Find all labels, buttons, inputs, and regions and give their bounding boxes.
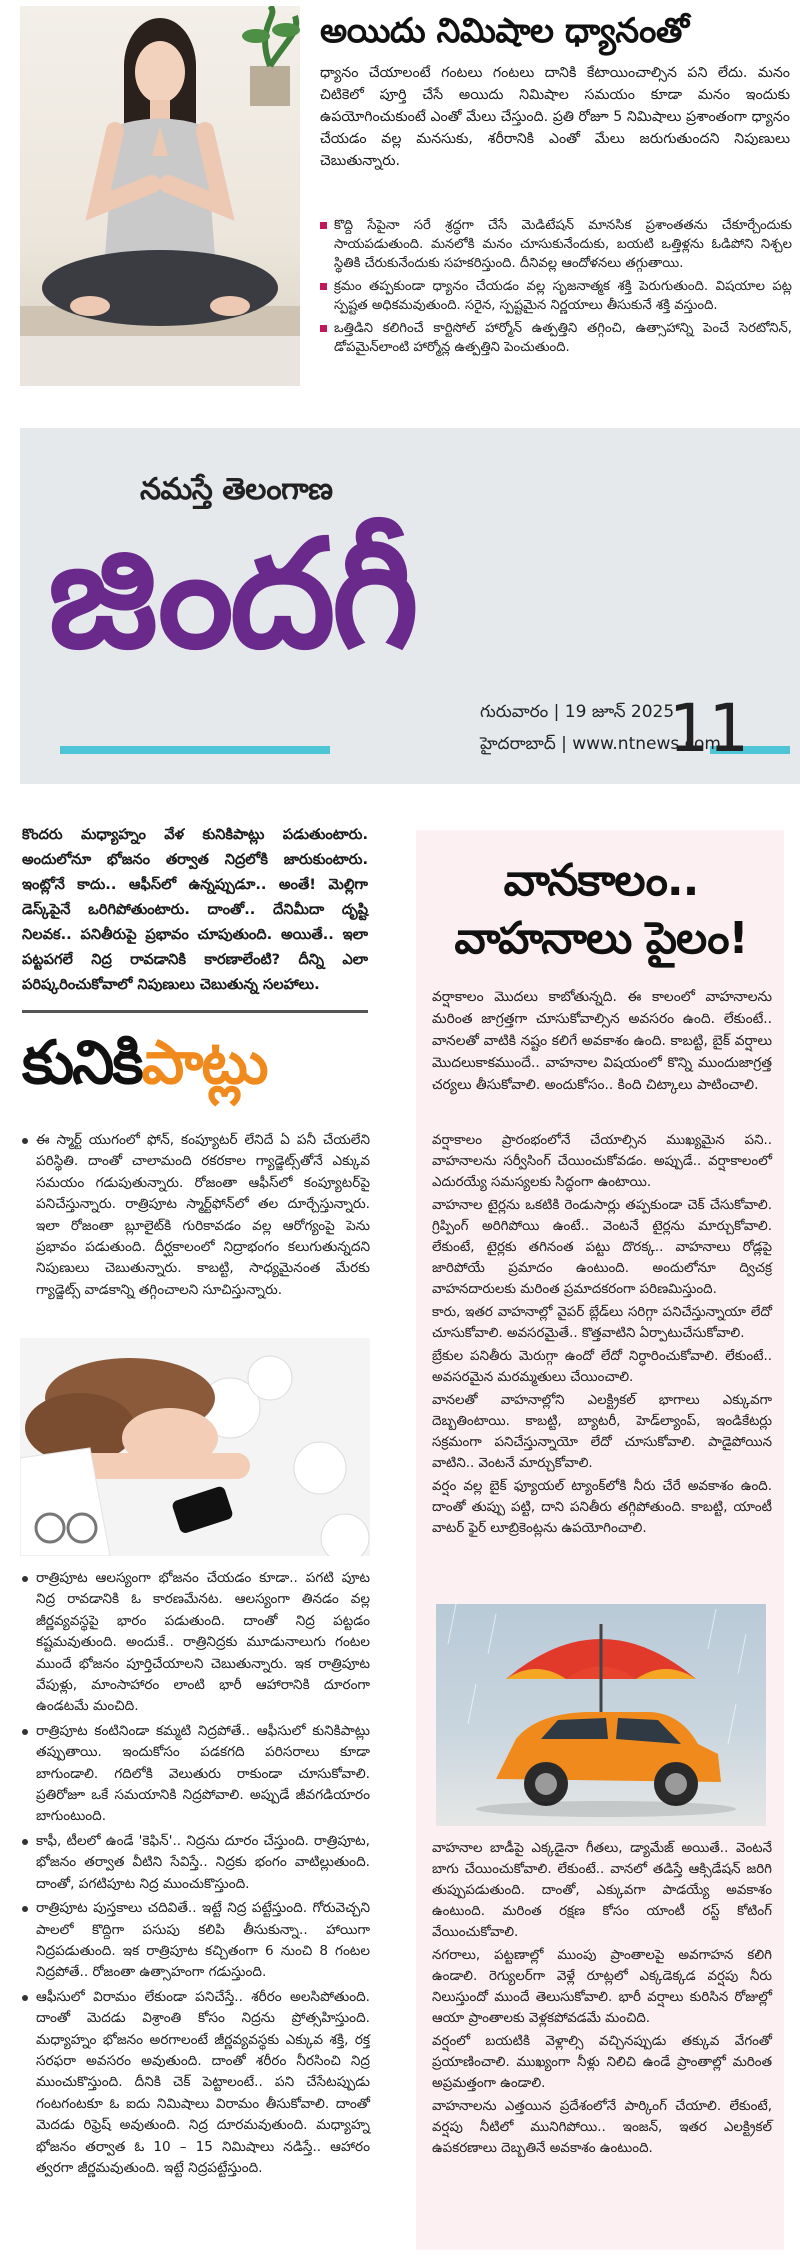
bullet-square-icon [320, 325, 327, 332]
bullet-dot-icon [22, 1138, 28, 1144]
sleep-bullet: ఈ స్మార్ట్ యుగంలో ఫోన్, కంప్యూటర్ లేనిదే ఏ పనీ చేయలేని పరిస్థితి. దాంతో చాలామంది రకరకాల గ్యాడ్జెట్స్‌తోనే ఎక్కువ సమయం గడుపుతున్నారు. రోజంతా ఆఫీస్‌లో కంప్యూటర్‌పై పనిచేస్తున్నారు. రాత్రిపూట స్మార్ట్‌ఫోన్‌లో తల దూర్చేస్తున్నారు. ఇలా రోజంతా బ్లూలైట్‌కి గురికావడం వల్ల ఆరోగ్యంపై పెను ప్రభావం పడుతుంది. దీర్ఘకాలంలో నిద్రాభంగం కలుగుతున్నదని నిపుణులు చెబుతున్నారు. కాబట్టి, సాధ్యమైనంత మేరకు గ్యాడ్జెట్స్ వాడకాన్ని తగ్గించాలని సూచిస్తున్నారు. [22, 1130, 370, 1301]
rain-headline: వానకాలం.. వాహనాలు పైలం! [454, 855, 748, 964]
car-under-umbrella-illustration [436, 1604, 766, 1826]
section-masthead [20, 428, 800, 784]
section-title: జిందగీ [48, 508, 416, 682]
rain-tip: వర్షంలో బయటికి వెళ్లాల్సి వచ్చినప్పుడు తక్కువ వేగంతో ప్రయాణించాలి. ముఖ్యంగా నీళ్లు నిలిచి ఉండే ప్రాంతాల్లో మరింత అప్రమత్తంగా ఉండాలి. [432, 2034, 772, 2091]
sleep-intro: కొందరు మధ్యాహ్నం వేళ కునికిపాట్లు పడుతుంటారు. అందులోనూ భోజనం తర్వాత నిద్రలోకి జారుకుంటారు. ఇంట్లోనే కాదు.. ఆఫీస్‌లో ఉన్నప్పుడూ.. అంతే! మెల్లిగా డెస్క్‌పైనే ఒరిగిపోతుంటారు. దాంతో.. దేనిమీదా దృష్టి నిలవక.. పనితీరుపై ప్రభావం చూపుతుంది. అయితే.. ఇలా పట్టపగలే నిద్ర రావడానికి కారణాలేంటి? దీన్ని ఎలా పరిష్కరించుకోవాలో నిపుణులు చెబుతున్న సలహాలు. [22, 826, 368, 993]
rain-intro: వర్షాకాలం మొదలు కాబోతున్నది. ఈ కాలంలో వాహనాలను మరింత జాగ్రత్తగా చూసుకోవాల్సిన అవసరం ఉంది. లేకుంటే.. వానలతో వాటికి నష్టం కలిగే అవకాశం ఉంది. కాబట్టి, బైక్ వర్షాలు మొదలుకాకముందే.. వాహనాల విషయంలో కొన్ని ముందుజాగ్రత్త చర్యలు తీసుకోవాలి. అందుకోసం.. కింది చిట్కాలు పాటించాలి. [432, 989, 772, 1093]
masthead-divider-left [60, 746, 330, 754]
sleep-bullet: కాఫీ, టీలలో ఉండే 'కెఫిన్'.. నిద్రను దూరం చేస్తుంది. రాత్రిపూట, భోజనం తర్వాత వీటిని సేవిస్తే.. నిద్రకు భంగం వాటిల్లుతుంది. దాంతో, పగటిపూట నిద్ర ముంచుకొస్తుంది. [22, 1831, 370, 1895]
rain-tip: బ్రేకుల పనితీరు మెరుగ్గా ఉందో లేదో నిర్ధారించుకోవాలి. లేకుంటే.. అవసరమైన మరమ్మతులు చేయించాలి. [432, 1349, 772, 1385]
sleeping-at-desk-photo [20, 1338, 370, 1556]
rain-tip: వానలతో వాహనాల్లోని ఎలక్ట్రికల్ భాగాలు ఎక్కువగా దెబ్బతింటాయి. కాబట్టి, బ్యాటరీ, హెడ్‌ల్యాంప్, ఇండికేటర్లు సక్రమంగా పనిచేస్తున్నాయో లేదో చూసుకోవాలి. పాడైపోయిన వాటిని.. వెంటనే మార్చుకోవాలి. [432, 1393, 772, 1471]
bullet-square-icon [320, 283, 327, 290]
car-umbrella-photo [436, 1604, 766, 1826]
rain-tip: వాహనాల బాడీపై ఎక్కడైనా గీతలు, డ్యామేజ్ అయితే.. వెంటనే బాగు చేయించుకోవాలి. లేకుంటే.. వానలో తడిస్తే ఆక్సిడేషన్ జరిగి తుప్పుపడుతుంది. దాంతో, ఎక్కువగా పాడయ్యే అవకాశం ఉంటుంది. మరింత రక్షణ కోసం యాంటీ రస్ట్ కోటింగ్ వేయించుకోవాలి. [432, 1841, 772, 1940]
meditation-bullet-list [320, 216, 792, 361]
meditating-woman-illustration [20, 6, 300, 386]
sleeping-woman-illustration [20, 1338, 370, 1556]
meditation-bullet: కొద్ది సేపైనా సరే శ్రద్ధగా చేసే మెడిటేషన్ మానసిక ప్రశాంతతను చేకూర్చేందుకు సాయపడుతుంది. మనలోకి మనం చూసుకునేందుకు, బయటి ఒత్తిళ్లను ఓడిపోని నిశ్చల స్థితికి చేరుకునేందుకు సహకరిస్తుంది. దీనివల్ల ఆందోళనలు తగ్గుతాయి. [320, 216, 792, 273]
bullet-dot-icon [22, 1729, 28, 1735]
bullet-dot-icon [22, 1576, 28, 1582]
meditation-bullet: ఒత్తిడిని కలిగించే కార్టిసోల్ హార్మోన్ ఉత్పత్తిని తగ్గించి, ఉత్సాహాన్ని పెంచే సెరటోనిన్, డోపమైన్‌లాంటి హార్మోన్ల ఉత్పత్తిని పెంచుతుంది. [320, 319, 792, 357]
edition-city-website: హైదరాబాద్ | www.ntnews.com [480, 734, 721, 754]
rain-tips-2 [432, 1838, 772, 2161]
rain-tip: నగరాలు, పట్టణాల్లో ముంపు ప్రాంతాలపై అవగాహన కలిగి ఉండాలి. రెగ్యులర్‌గా వెళ్లే రూట్లలో ఎక్కడెక్కడ వర్షపు నీరు నిలుస్తుందో ముందే తెలుసుకోవాలి. భారీ వర్షాలు కురిసిన రోజుల్లో ఆయా ప్రాంతాలకు వెళ్లకపోవడమే మంచిది. [432, 1948, 772, 2026]
meditation-intro: ధ్యానం చేయాలంటే గంటలు గంటలు దానికి కేటాయించాల్సిన పని లేదు. మనం చిటికెలో పూర్తి చేసే అయిదు నిమిషాల సమయం కూడా మనం ఇందుకు ఉపయోగించుకుంటే ఎంతో మేలు చేస్తుంది. ప్రతి రోజూ 5 నిమిషాలు ప్రశాంతంగా ధ్యానం చేయడం వల్ల మనసుకు, శరీరానికి ఎంతో మేలు జరుగుతుందని నిపుణులు చెబుతున్నారు. [320, 65, 790, 169]
sleep-bullet: రాత్రిపూట కంటినిండా కమ్మటి నిద్రపోతే.. ఆఫీసులో కునికిపాట్లు తప్పుతాయి. ఇందుకోసం పడకగది పరిసరాలు కూడా బాగుండాలి. గదిలోకి వెలుతురు రాకుండా చూసుకోవాలి. ప్రతిరోజూ ఒకే సమయానికి నిద్రపోవాలి. అప్పుడే జీవగడియారం బాగుంటుంది. [22, 1721, 370, 1828]
meditation-photo [20, 6, 300, 386]
sleep-bullet: ఆఫీసులో విరామం లేకుండా పనిచేస్తే.. శరీరం అలసిపోతుంది. దాంతో మెదడు విశ్రాంతి కోసం నిద్రను ప్రోత్సహిస్తుంది. మధ్యాహ్నం భోజనం అరగాలంటే జీర్ణవ్యవస్థకు ఎక్కువ శక్తి, రక్త సరఫరా అవసరం అవుతుంది. దాంతో శరీరం నీరసించి నిద్ర ముంచుకొస్తుంది. దీనికి చెక్ పెట్టాలంటే.. పని చేసేటప్పుడు గంటగంటకూ ఓ ఐదు నిమిషాలు విరామం తీసుకోవాలి. దాంతో మెదడు రిఫ్రెష్ అవుతుంది. నిద్ర దూరమవుతుంది. మధ్యాహ్న భోజనం తర్వాత ఓ 10 – 15 నిమిషాలు నడిస్తే.. ఆహారం త్వరగా జీర్ణమవుతుంది. ఇట్టే నిద్రపట్టేస్తుంది. [22, 1987, 370, 2180]
divider [22, 1010, 368, 1013]
rain-tip: వాహనాలను ఎత్తయిన ప్రదేశంలోనే పార్కింగ్ చేయాలి. లేకుంటే, వర్షపు నీటిలో మునిగిపోయి.. ఇంజన్, ఇతర ఎలక్ట్రికల్ ఉపకరణాలు దెబ్బతినే అవకాశం ఉంటుంది. [432, 2099, 772, 2156]
rain-tip: వాహనాల టైర్లను ఒకటికి రెండుసార్లు తప్పకుండా చెక్ చేసుకోవాలి. గ్రిప్పింగ్ అరిగిపోయి ఉంటే.. వెంటనే టైర్లను మార్చుకోవాలి. లేకుంటే, టైర్లకు తగినంత పట్టు దొరక్క.. వాహనాలు రోడ్లపై జారిపోయే ప్రమాదం ఉంటుంది. అందులోనూ ద్విచక్ర వాహనదారులకు మరింత ప్రమాదకరంగా పరిణమిస్తుంది. [432, 1198, 772, 1297]
sleep-bullet-block-1 [22, 1130, 370, 1304]
rain-tips-1 [432, 1130, 772, 1541]
sleep-bullet-list [22, 1568, 370, 2182]
newspaper-name: నమస్తే తెలంగాణ [140, 472, 333, 507]
meditation-headline: అయిదు నిమిషాల ధ్యానంతో [320, 11, 689, 51]
meditation-bullet: క్రమం తప్పకుండా ధ్యానం చేయడం వల్ల సృజనాత్మక శక్తి పెరుగుతుంది. విషయాల పట్ల స్పష్టత అధికమవుతుంది. సరైన, స్పష్టమైన నిర్ణయాలు తీసుకునే శక్తి వస్తుంది. [320, 277, 792, 315]
rain-tip: కారు, ఇతర వాహనాల్లో వైపర్ బ్లేడ్‌లు సరిగ్గా పనిచేస్తున్నాయా లేదో చూసుకోవాలి. అవసరమైతే.. కొత్తవాటిని ఏర్పాటుచేసుకోవాలి. [432, 1305, 772, 1341]
page-number: 11 [668, 690, 748, 767]
sleep-headline: కునికిపాట్లు [22, 1028, 267, 1098]
sleep-bullet: రాత్రిపూట పుస్తకాలు చదివితే.. ఇట్టే నిద్ర పట్టేస్తుంది. గోరువెచ్చని పాలలో కొద్దిగా పసుపు కలిపి తీసుకున్నా.. హాయిగా నిద్రపడుతుంది. ఇక రాత్రిపూట కచ్చితంగా 6 నుంచి 8 గంటల నిద్రపోతే.. రోజంతా ఉత్సాహంగా గడుస్తుంది. [22, 1898, 370, 1984]
bullet-dot-icon [22, 1906, 28, 1912]
rain-tip: వర్షం వల్ల బైక్ ఫ్యూయల్ ట్యాంక్‌లోకి నీరు చేరే అవకాశం ఉంది. దాంతో తుప్పు పట్టి, దాని పనితీరు తగ్గిపోతుంది. కాబట్టి, యాంటీ వాటర్ ఫైర్ లూబ్రికెంట్లను ఉపయోగించాలి. [432, 1479, 772, 1536]
bullet-dot-icon [22, 1995, 28, 2001]
rain-tip: వర్షాకాలం ప్రారంభంలోనే చేయాల్సిన ముఖ్యమైన పని.. వాహనాలను సర్వీసింగ్ చేయించుకోవడం. అప్పుడే.. వర్షాకాలంలో ఎదురయ్యే సమస్యలకు సిద్ధంగా ఉంటాయి. [432, 1133, 772, 1190]
bullet-dot-icon [22, 1839, 28, 1845]
sleep-bullet: రాత్రిపూట ఆలస్యంగా భోజనం చేయడం కూడా.. పగటి పూట నిద్ర రావడానికి ఓ కారణమేనట. ఆలస్యంగా తినడం వల్ల జీర్ణవ్యవస్థపై భారం పడుతుంది. దాంతో నిద్ర పట్టడం కష్టమవుతుంది. అందుకే.. రాత్రినిద్రకు మూడునాలుగు గంటల ముందే భోజనం పూర్తిచేయాలని చెబుతున్నారు. ఇక రాత్రిపూట వేపుళ్లు, మాంసాహారం లాంటి భారీ ఆహారానికి దూరంగా ఉండటమే మంచిది. [22, 1568, 370, 1718]
issue-date: గురువారం | 19 జూన్ 2025 [480, 702, 675, 722]
bullet-square-icon [320, 222, 327, 229]
